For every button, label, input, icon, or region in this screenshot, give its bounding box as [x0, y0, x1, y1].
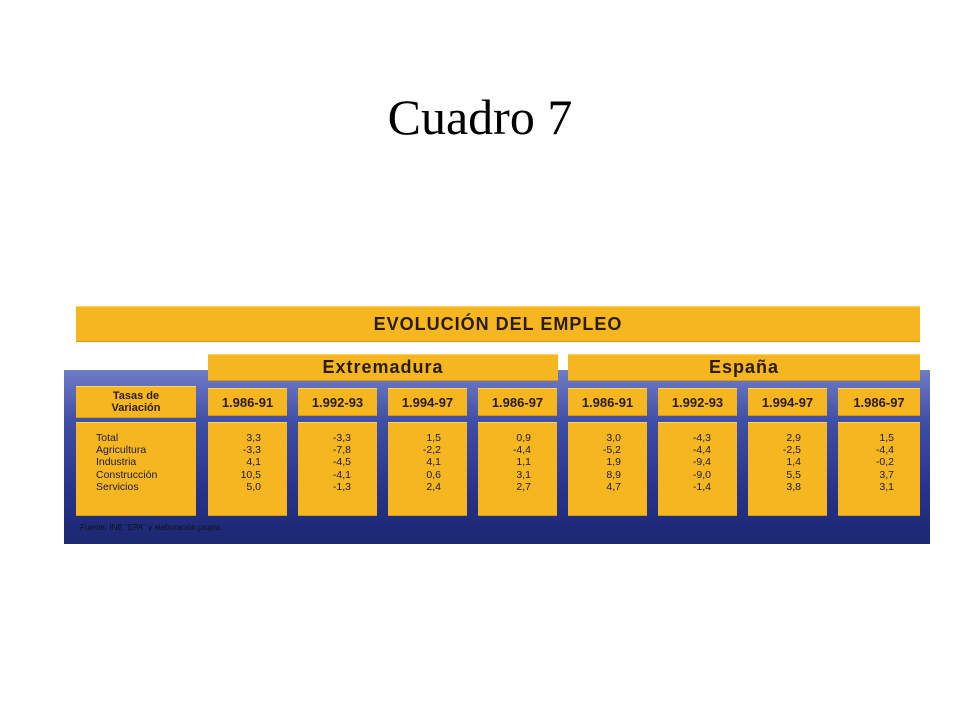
- data-cell: 5,5: [786, 468, 801, 481]
- data-cell: -4,4: [512, 444, 531, 457]
- data-cell: 2,7: [516, 480, 531, 493]
- data-cell: 1,5: [879, 432, 894, 444]
- row-label: Construcción: [96, 468, 158, 481]
- employment-table: [64, 302, 930, 552]
- data-cell: 10,5: [240, 468, 261, 481]
- region-header-extremadura: Extremadura: [208, 354, 558, 381]
- data-cell: -4,4: [692, 444, 711, 457]
- period-header: 1.986-97: [838, 388, 920, 416]
- data-cell: 3,1: [516, 468, 531, 481]
- data-column: [208, 422, 287, 516]
- row-label: Agricultura: [96, 444, 147, 457]
- data-cell: 1,4: [786, 456, 801, 469]
- row-labels: [96, 432, 157, 493]
- period-header: 1.992-93: [298, 388, 377, 416]
- data-cell: 5,0: [246, 480, 261, 493]
- period-header: 1.986-97: [478, 388, 557, 416]
- data-cell: 3,7: [879, 468, 894, 481]
- data-column: [838, 422, 920, 516]
- data-cell: 3,3: [246, 432, 261, 444]
- row-label: Industria: [96, 456, 137, 469]
- data-cell: -7,8: [332, 444, 351, 457]
- data-cell: 2,9: [786, 432, 801, 444]
- data-cell: 1,1: [516, 456, 531, 469]
- data-cell: 2,4: [426, 480, 441, 493]
- data-column: [568, 422, 647, 516]
- data-column: [298, 422, 377, 516]
- data-cell: 0,6: [426, 468, 441, 481]
- data-column: [658, 422, 737, 516]
- data-cell: -4,1: [332, 468, 351, 481]
- data-cell: 3,8: [786, 480, 801, 493]
- data-cell: -9,0: [692, 468, 711, 481]
- data-cell: -0,2: [875, 456, 894, 469]
- data-cell: 4,1: [246, 456, 261, 469]
- data-cell: -3,3: [242, 444, 261, 457]
- data-column: [748, 422, 827, 516]
- period-header: 1.992-93: [658, 388, 737, 416]
- data-cell: -1,4: [692, 480, 711, 493]
- data-cell: -9,4: [692, 456, 711, 469]
- row-header-label: [76, 386, 196, 418]
- data-cell: 8,9: [606, 468, 621, 481]
- period-header: 1.994-97: [388, 388, 467, 416]
- period-header: 1.986-91: [568, 388, 647, 416]
- row-label: Servicios: [96, 480, 139, 493]
- data-cell: -4,3: [692, 432, 711, 444]
- row-header-line-2: Variación: [111, 402, 161, 414]
- data-cell: 1,5: [426, 432, 441, 444]
- row-header-line-1: Tasas de: [112, 390, 160, 402]
- period-header: 1.986-91: [208, 388, 287, 416]
- data-column: [478, 422, 557, 516]
- row-label: Total: [96, 432, 119, 444]
- source-footnote: Fuente: INE "EPA" y elaboración propia.: [80, 523, 223, 532]
- data-cell: 0,9: [516, 432, 531, 444]
- period-header: 1.994-97: [748, 388, 827, 416]
- data-cell: 4,7: [606, 480, 621, 493]
- data-cell: -5,2: [602, 444, 621, 457]
- data-cell: 1,9: [606, 456, 621, 469]
- data-cell: -2,2: [422, 444, 441, 457]
- data-cell: -4,4: [875, 444, 894, 457]
- table-title: EVOLUCIÓN DEL EMPLEO: [76, 306, 920, 342]
- slide-title: Cuadro 7: [387, 89, 573, 145]
- data-cell: -2,5: [782, 444, 801, 457]
- region-header-espana: España: [568, 354, 920, 381]
- data-cell: -1,3: [332, 480, 351, 493]
- data-cell: 3,0: [606, 432, 621, 444]
- data-cell: -4,5: [332, 456, 351, 469]
- data-column: [388, 422, 467, 516]
- data-cell: 3,1: [879, 480, 894, 493]
- data-cell: -3,3: [332, 432, 351, 444]
- row-labels-box: [76, 422, 196, 516]
- data-cell: 4,1: [426, 456, 441, 469]
